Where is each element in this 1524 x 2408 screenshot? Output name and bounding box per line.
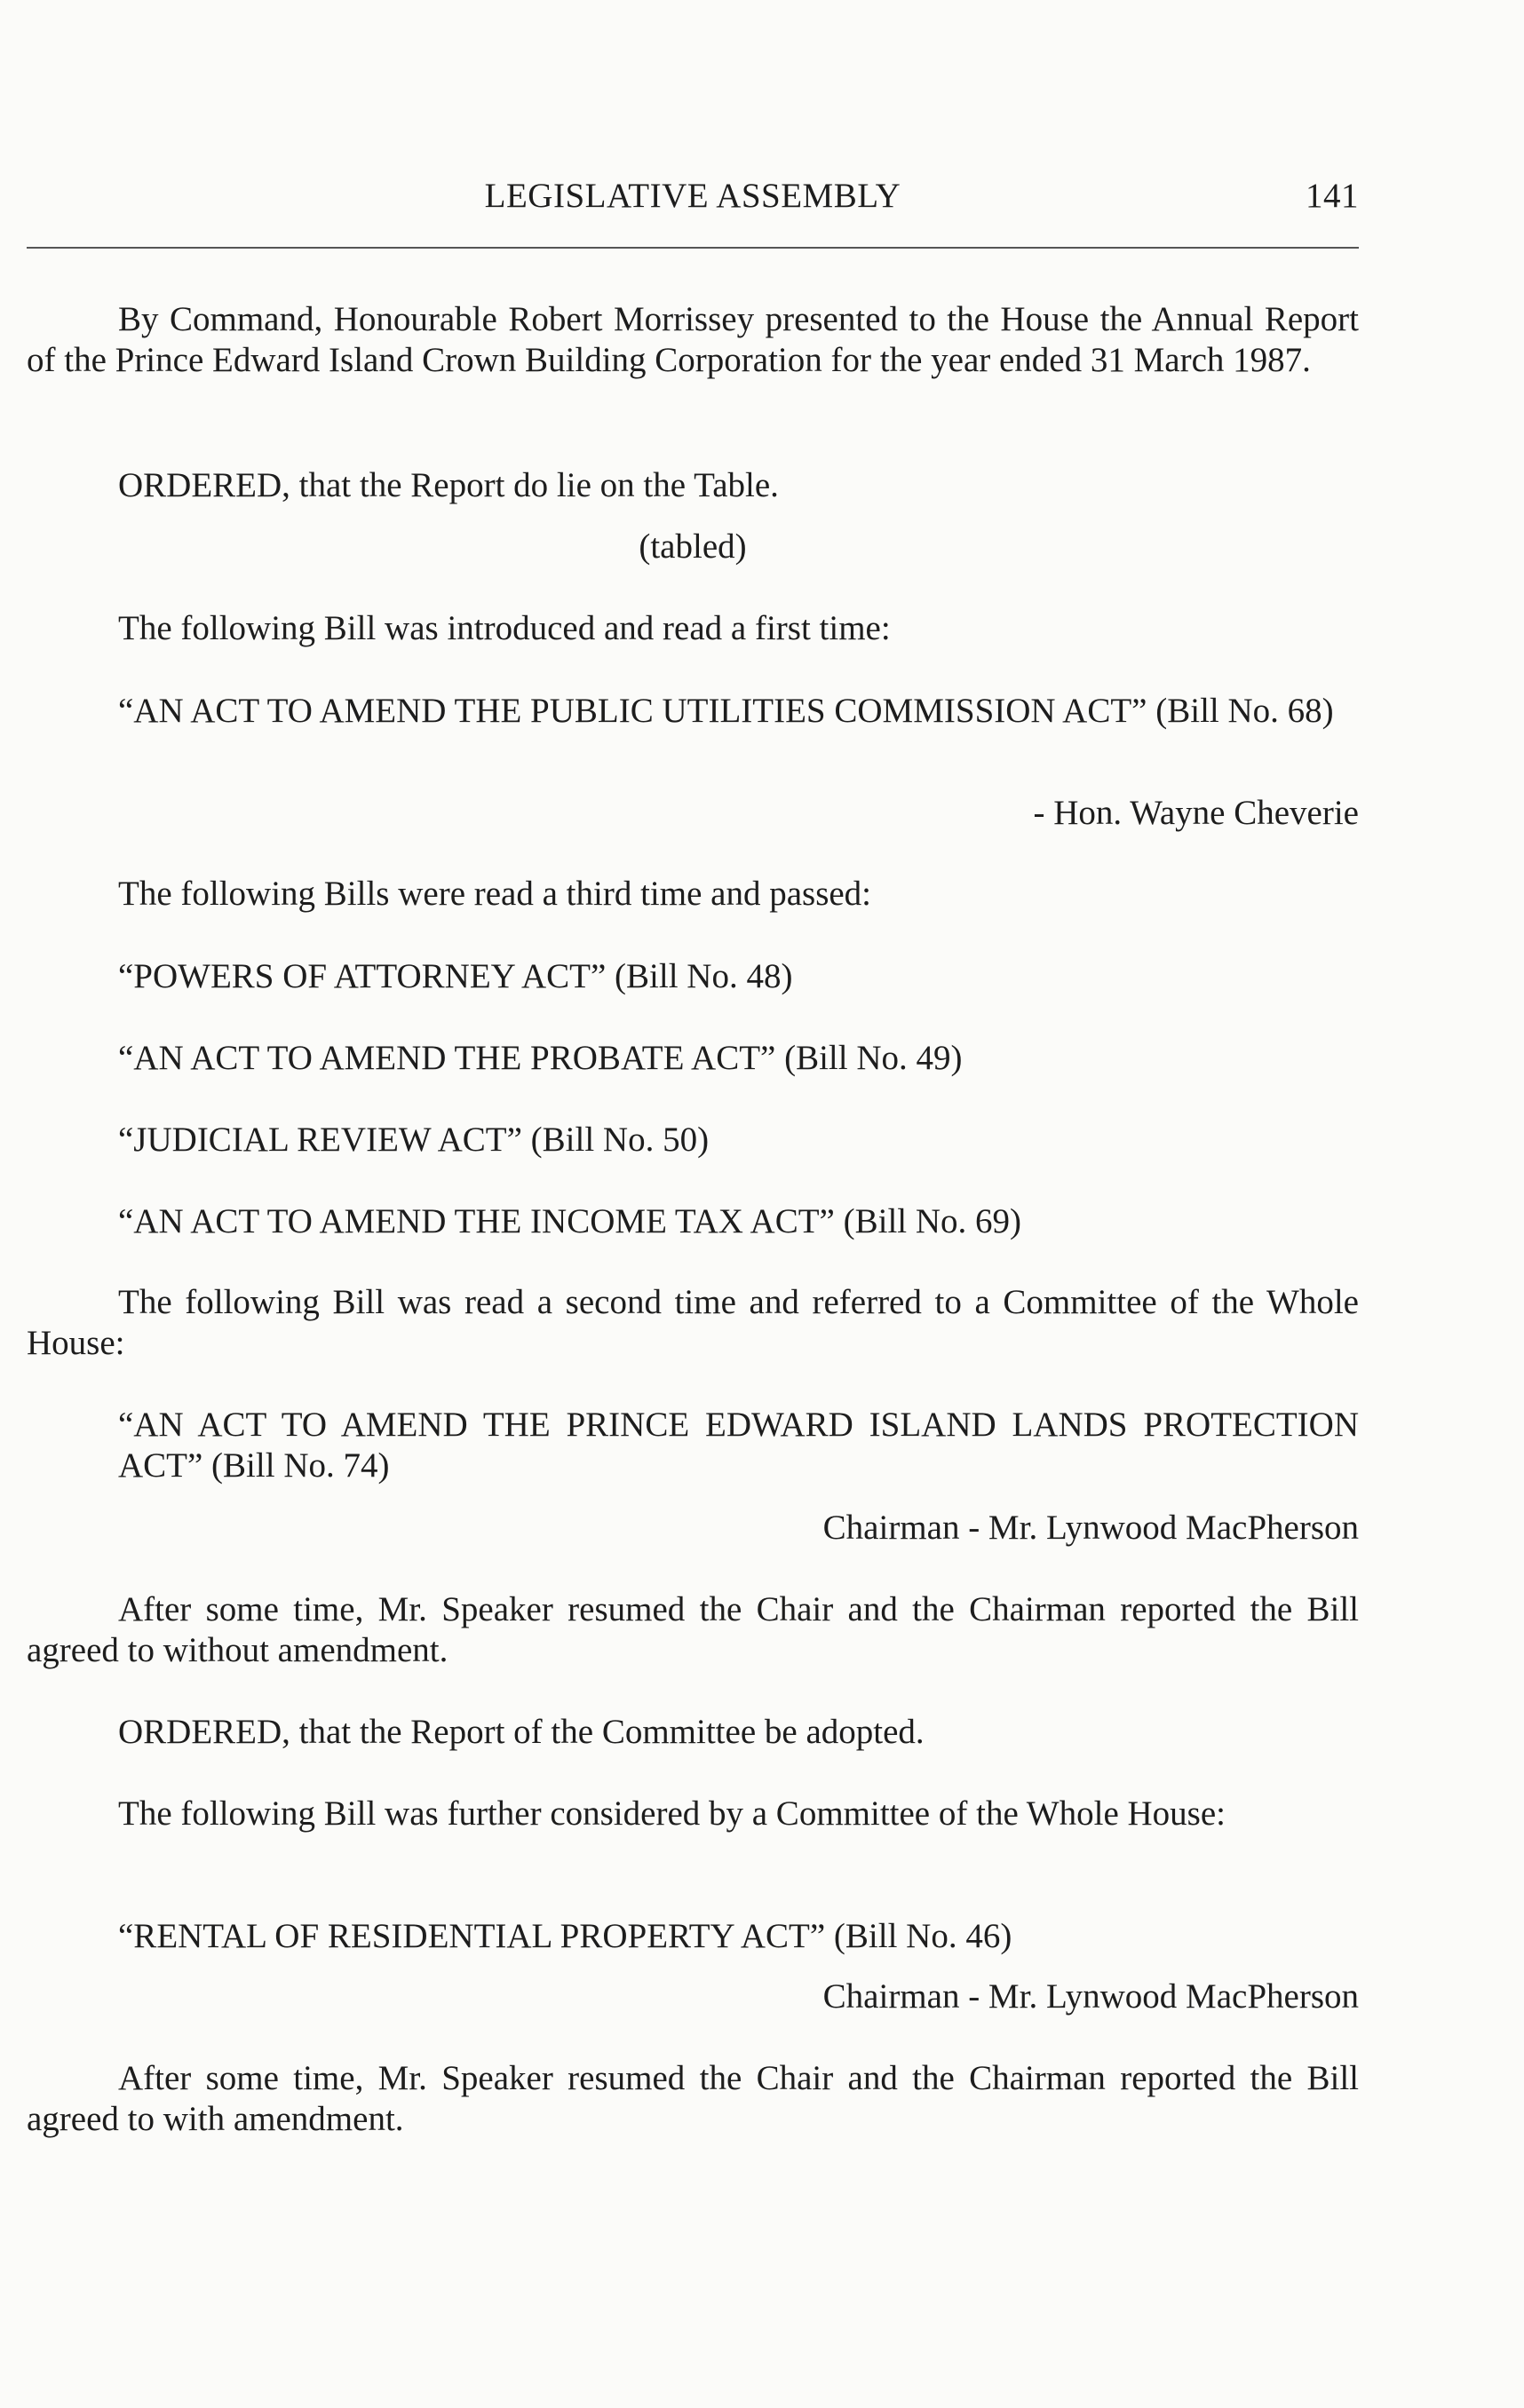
bill-title-lands-protection: “AN ACT TO AMEND THE PRINCE EDWARD ISLAND LANDS PROTECTION ACT” (Bill No. 74) [118, 1406, 1359, 1485]
paragraph-ordered-lie-on-table: ORDERED, that the Report do lie on the Table. [118, 466, 779, 504]
paragraph-speaker-resumed-chair: After some time, Mr. Speaker resumed the Chair and the Chairman reported the Bill agreed to with amendment. [27, 2059, 1359, 2138]
bill-title-judicial-review: “JUDICIAL REVIEW ACT” (Bill No. 50) [118, 1121, 710, 1159]
bill-sponsor: - Hon. Wayne Cheverie [1033, 794, 1359, 832]
committee-chairman: Chairman - Mr. Lynwood MacPherson [822, 1977, 1359, 2016]
bill-title-probate: “AN ACT TO AMEND THE PROBATE ACT” (Bill No. 49) [118, 1039, 963, 1077]
paragraph-third-reading-intro: The following Bills were read a third time and passed: [118, 875, 872, 913]
committee-chairman: Chairman - Mr. Lynwood MacPherson [822, 1509, 1359, 1547]
bill-title-public-utilities: “AN ACT TO AMEND THE PUBLIC UTILITIES COMMISSION ACT” (Bill No. 68) [118, 692, 1334, 730]
paragraph-report-presented: By Command, Honourable Robert Morrissey presented to the House the Annual Report of the Prince Edward Island Crown Building Corporation for the year ended 31 March 1987. [27, 300, 1359, 379]
header-divider [27, 247, 1359, 249]
page-header [27, 176, 1359, 220]
paragraph-second-reading-intro: The following Bill was read a second time and referred to a Committee of the Whole House: [27, 1283, 1359, 1362]
bill-title-rental-property: “RENTAL OF RESIDENTIAL PROPERTY ACT” (Bill No. 46) [118, 1917, 1012, 1955]
paragraph-tabled: (tabled) [639, 527, 747, 566]
paragraph-speaker-resumed-chair: After some time, Mr. Speaker resumed the Chair and the Chairman reported the Bill agreed to without amendment. [27, 1590, 1359, 1669]
paragraph-further-considered: The following Bill was further considered by a Committee of the Whole House: [118, 1794, 1226, 1833]
bill-title-powers-of-attorney: “POWERS OF ATTORNEY ACT” (Bill No. 48) [118, 957, 793, 995]
page-number: 141 [1306, 177, 1359, 215]
paragraph-ordered-report-adopted: ORDERED, that the Report of the Committee be adopted. [118, 1713, 925, 1751]
running-title: LEGISLATIVE ASSEMBLY [484, 177, 901, 215]
bill-title-income-tax: “AN ACT TO AMEND THE INCOME TAX ACT” (Bill No. 69) [118, 1202, 1022, 1240]
paragraph-first-reading-intro: The following Bill was introduced and read a first time: [118, 609, 891, 647]
